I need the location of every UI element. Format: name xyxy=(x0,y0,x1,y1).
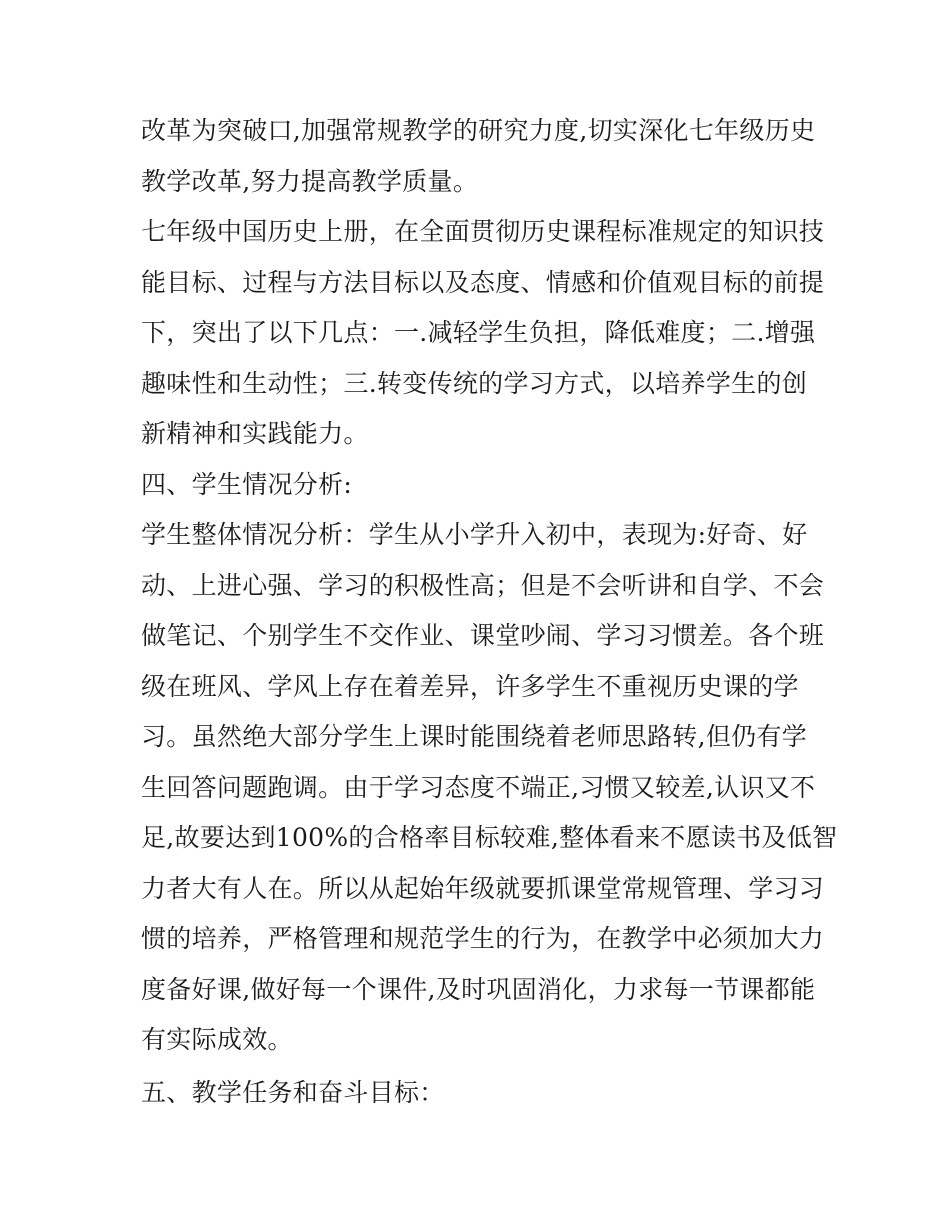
text-line-16: 力者大有人在。所以从起始年级就要抓课堂常规管理、学习习 xyxy=(141,873,825,903)
text-line-7: 新精神和实践能力。 xyxy=(141,419,369,448)
section-heading-4: 四、学生情况分析: xyxy=(141,469,353,499)
text-line-6: 趣味性和生动性；三.转变传统的学习方式，以培养学生的创 xyxy=(141,368,808,398)
text-line-15: 足,故要达到100%的合格率目标较难,整体看来不愿读书及低智 xyxy=(141,823,838,852)
document-body xyxy=(141,106,838,1118)
text-line-5: 下，突出了以下几点：一.减轻学生负担，降低难度；二.增强 xyxy=(141,318,816,347)
text-line-17: 惯的培养，严格管理和规范学生的行为，在教学中必须加大力 xyxy=(141,924,825,953)
text-line-12: 级在班风、学风上存在着差异，许多学生不重视历史课的学 xyxy=(141,671,799,701)
text-line-2: 教学改革,努力提高教学质量。 xyxy=(141,166,479,196)
text-line-1: 改革为突破口,加强常规教学的研究力度,切实深化七年级历史 xyxy=(141,116,816,145)
text-line-10: 动、上进心强、学习的积极性高；但是不会听讲和自学、不会 xyxy=(141,570,825,600)
text-line-11: 做笔记、个别学生不交作业、课堂吵闹、学习习惯差。各个班 xyxy=(141,621,825,650)
text-line-4: 能目标、过程与方法目标以及态度、情感和价值观目标的前提 xyxy=(141,267,825,297)
text-line-19: 有实际成效。 xyxy=(141,1025,293,1054)
text-line-18: 度备好课,做好每一个课件,及时巩固消化，力求每一节课都能 xyxy=(141,974,816,1004)
section-heading-5: 五、教学任务和奋斗目标： xyxy=(141,1077,445,1107)
text-line-14: 生回答问题跑调。由于学习态度不端正,习惯又较差,认识又不 xyxy=(141,772,816,802)
text-line-9: 学生整体情况分析：学生从小学升入初中，表现为:好奇、好 xyxy=(141,520,808,549)
text-line-3: 七年级中国历史上册，在全面贯彻历史课程标准规定的知识技 xyxy=(141,217,825,246)
text-line-13: 习。虽然绝大部分学生上课时能围绕着老师思路转,但仍有学 xyxy=(141,722,808,751)
